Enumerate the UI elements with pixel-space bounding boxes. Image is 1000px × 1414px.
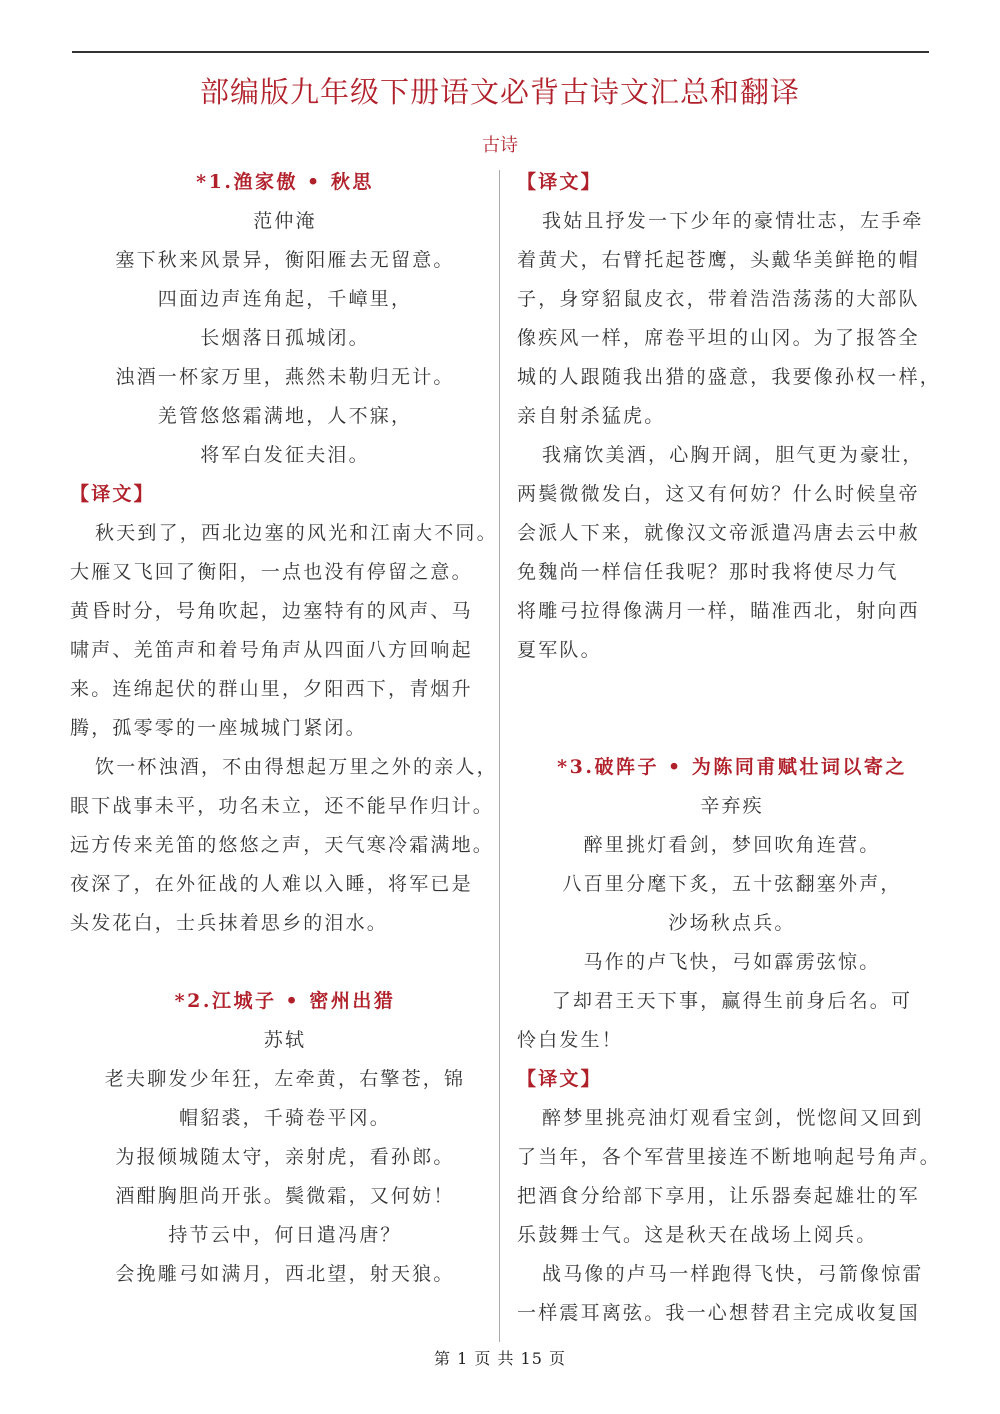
paragraph-line: 城的人跟随我出猎的盛意，我要像孙权一样， <box>517 366 942 388</box>
page-title: 部编版九年级下册语文必背古诗文汇总和翻译 <box>199 75 800 109</box>
paragraph-line: 一样震耳离弦。我一心想替君主完成收复国 <box>517 1302 920 1324</box>
paragraph-line: 战马像的卢马一样跑得飞快，弓箭像惊雷 <box>542 1263 924 1285</box>
poem-line: 酒酣胸胆尚开张。鬓微霜，又何妨！ <box>115 1185 455 1207</box>
paragraph-line: 夜深了，在外征战的人难以入睡，将军已是 <box>70 873 473 895</box>
paragraph-line: 子，身穿貂鼠皮衣，带着浩浩荡荡的大部队 <box>517 288 920 310</box>
paragraph-line: 啸声、羌笛声和着号角声从四面八方回响起 <box>70 639 473 661</box>
header-rule <box>72 51 929 53</box>
paragraph-line: 夏军队。 <box>517 639 602 661</box>
paragraph-line: 秋天到了，西北边塞的风光和江南大不同。 <box>95 522 498 544</box>
poem-title: *1.渔家傲 • 秋思 <box>196 171 374 193</box>
paragraph-line: 我姑且抒发一下少年的豪情壮志，左手牵 <box>542 210 924 232</box>
poem-author: 苏轼 <box>263 1029 307 1051</box>
poem-line: 八百里分麾下炙，五十弦翻塞外声， <box>562 873 902 895</box>
poem-line: 四面边声连角起，千嶂里， <box>157 288 413 310</box>
poem-line: 长烟落日孤城闭。 <box>200 327 370 349</box>
paragraph-line: 了当年，各个军营里接连不断地响起号角声。 <box>517 1146 942 1168</box>
spacer <box>517 709 947 748</box>
paragraph-line: 像疾风一样，席卷平坦的山冈。为了报答全 <box>517 327 920 349</box>
paragraph-line: 醉梦里挑亮油灯观看宝剑，恍惚间又回到 <box>542 1107 924 1129</box>
spacer <box>517 670 947 709</box>
paragraph-line: 怜白发生！ <box>517 1029 624 1051</box>
poem-author: 范仲淹 <box>253 210 317 232</box>
paragraph-line: 着黄犬，右臂托起苍鹰，头戴华美鲜艳的帽 <box>517 249 920 271</box>
left-column <box>70 163 500 1294</box>
poem-line: 马作的卢飞快，弓如霹雳弦惊。 <box>583 951 881 973</box>
paragraph-line: 远方传来羌笛的悠悠之声，天气寒冷霜满地。 <box>70 834 495 856</box>
paragraph-line: 腾，孤零零的一座城城门紧闭。 <box>70 717 367 739</box>
poem-line: 将军白发征夫泪。 <box>200 444 370 466</box>
translation-label: 【译文】 <box>517 171 602 193</box>
poem-author: 辛弃疾 <box>700 795 764 817</box>
paragraph-line: 将雕弓拉得像满月一样，瞄准西北，射向西 <box>517 600 920 622</box>
translation-label: 【译文】 <box>70 483 155 505</box>
translation-label: 【译文】 <box>517 1068 602 1090</box>
paragraph-line: 饮一杯浊酒，不由得想起万里之外的亲人， <box>95 756 498 778</box>
poem-title: *3.破阵子 • 为陈同甫赋壮词以寄之 <box>557 756 907 778</box>
poem-line: 沙场秋点兵。 <box>668 912 796 934</box>
paragraph-line: 两鬓微微发白，这又有何妨？什么时候皇帝 <box>517 483 920 505</box>
poem-line: 醉里挑灯看剑，梦回吹角连营。 <box>583 834 881 856</box>
poem-line: 浊酒一杯家万里，燕然未勒归无计。 <box>115 366 455 388</box>
poem-line: 为报倾城随太守，亲射虎，看孙郎。 <box>115 1146 455 1168</box>
paragraph-line: 我痛饮美酒，心胸开阔，胆气更为豪壮， <box>542 444 924 466</box>
page-number: 第 1 页 共 15 页 <box>434 1349 566 1368</box>
poem-line: 老夫聊发少年狂，左牵黄，右擎苍，锦 <box>104 1068 466 1090</box>
poem-line: 帽貂裘，千骑卷平冈。 <box>178 1107 391 1129</box>
paragraph-line: 头发花白，士兵抹着思乡的泪水。 <box>70 912 389 934</box>
poem-line: 羌管悠悠霜满地，人不寐， <box>157 405 413 427</box>
poem-line: 了却君王天下事，赢得生前身后名。可 <box>551 990 913 1012</box>
poem-title: *2.江城子 • 密州出猎 <box>174 990 396 1012</box>
paragraph-line: 大雁又飞回了衡阳，一点也没有停留之意。 <box>70 561 473 583</box>
poem-line: 塞下秋来风景异，衡阳雁去无留意。 <box>115 249 455 271</box>
poem-line: 持节云中，何日遣冯唐？ <box>168 1224 402 1246</box>
paragraph-line: 来。连绵起伏的群山里，夕阳西下，青烟升 <box>70 678 473 700</box>
paragraph-line: 乐鼓舞士气。这是秋天在战场上阅兵。 <box>517 1224 878 1246</box>
paragraph-line: 黄昏时分，号角吹起，边塞特有的风声、马 <box>70 600 473 622</box>
paragraph-line: 会派人下来，就像汉文帝派遣冯唐去云中赦 <box>517 522 920 544</box>
right-column <box>517 163 947 1333</box>
spacer <box>70 943 500 982</box>
paragraph-line: 亲自射杀猛虎。 <box>517 405 666 427</box>
paragraph-line: 眼下战事未平，功名未立，还不能早作归计。 <box>70 795 495 817</box>
paragraph-line: 免魏尚一样信任我呢？那时我将使尽力气 <box>517 561 899 583</box>
paragraph-line: 把酒食分给部下享用，让乐器奏起雄壮的军 <box>517 1185 920 1207</box>
section-subtitle: 古诗 <box>482 135 518 156</box>
poem-line: 会挽雕弓如满月，西北望，射天狼。 <box>115 1263 455 1285</box>
